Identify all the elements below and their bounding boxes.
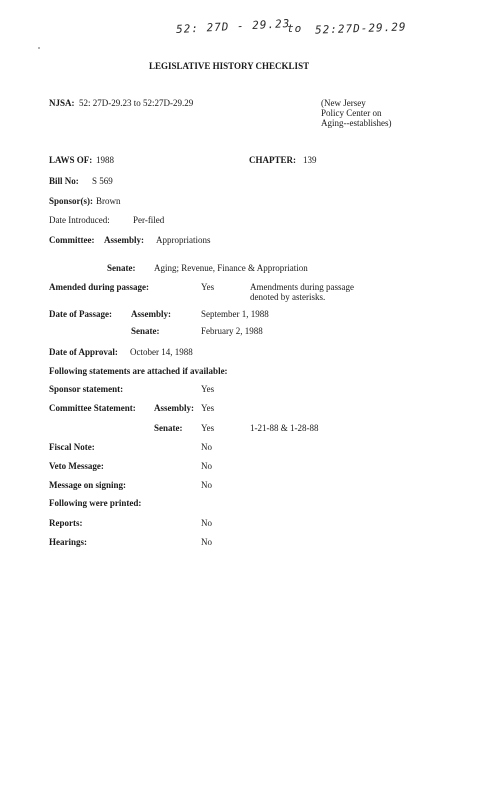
veto-message-label: Veto Message:	[49, 461, 104, 471]
veto-message-value: No	[201, 461, 212, 471]
sponsor-value: Brown	[96, 196, 121, 206]
hearings-label: Hearings:	[49, 537, 87, 547]
committee-senate-value: Aging; Revenue, Finance & Appropriation	[154, 263, 308, 273]
approval-value: October 14, 1988	[130, 347, 193, 357]
following-printed-heading: Following were printed:	[49, 498, 142, 508]
handwritten-range-end: 52:27D-29.29	[314, 20, 407, 37]
sponsor-statement-value: Yes	[201, 384, 215, 394]
sponsor-label: Sponsor(s):	[49, 196, 94, 206]
message-on-signing-label: Message on signing:	[49, 480, 127, 490]
committee-statement-senate-value: Yes	[201, 423, 215, 433]
chapter-label: CHAPTER:	[249, 155, 296, 165]
hearings-value: No	[201, 537, 212, 547]
committee-label: Committee:	[49, 235, 95, 245]
chapter-value: 139	[303, 155, 317, 165]
laws-label: LAWS OF:	[49, 155, 93, 165]
committee-statement-senate-label: Senate:	[154, 423, 183, 433]
committee-assembly-label: Assembly:	[104, 235, 144, 245]
sponsor-statement-label: Sponsor statement:	[49, 384, 124, 394]
committee-statement-assembly-label: Assembly:	[154, 403, 194, 413]
approval-label: Date of Approval:	[49, 347, 118, 357]
committee-assembly-value: Appropriations	[156, 235, 211, 245]
date-introduced-value: Per-filed	[133, 215, 165, 225]
bill-label: Bill No:	[49, 176, 79, 186]
amended-note-line1: Amendments during passage	[250, 282, 354, 292]
committee-statement-label: Committee Statement:	[49, 403, 136, 413]
passage-senate-label: Senate:	[131, 326, 160, 336]
reports-label: Reports:	[49, 518, 83, 528]
laws-value: 1988	[96, 155, 114, 165]
bill-value: S 569	[92, 176, 113, 186]
message-on-signing-value: No	[201, 480, 212, 490]
handwritten-range-start: 52: 27D - 29.23	[175, 17, 291, 36]
passage-assembly-label: Assembly:	[131, 309, 171, 319]
committee-senate-label: Senate:	[107, 263, 136, 273]
fiscal-note-label: Fiscal Note:	[49, 442, 95, 452]
committee-statement-assembly-value: Yes	[201, 403, 215, 413]
reports-value: No	[201, 518, 212, 528]
committee-statement-senate-dates: 1-21-88 & 1-28-88	[250, 423, 319, 433]
njsa-value: 52: 27D-29.23 to 52:27D-29.29	[79, 98, 194, 108]
scan-speck	[38, 47, 40, 49]
handwritten-to: to	[287, 22, 303, 35]
passage-senate-value: February 2, 1988	[201, 326, 263, 336]
njsa-note-line2: Policy Center on	[321, 108, 382, 118]
fiscal-note-value: No	[201, 442, 212, 452]
njsa-note-line3: Aging--establishes)	[321, 118, 392, 128]
amended-value: Yes	[201, 282, 215, 292]
passage-assembly-value: September 1, 1988	[201, 309, 269, 319]
document-title: LEGISLATIVE HISTORY CHECKLIST	[149, 61, 310, 71]
amended-note-line2: denoted by asterisks.	[250, 292, 326, 302]
amended-label: Amended during passage:	[49, 282, 150, 292]
passage-label: Date of Passage:	[49, 309, 112, 319]
following-attached-heading: Following statements are attached if available:	[49, 366, 228, 376]
njsa-note-line1: (New Jersey	[321, 98, 366, 108]
njsa-label: NJSA:	[49, 98, 75, 108]
date-introduced-label: Date Introduced:	[49, 215, 110, 225]
